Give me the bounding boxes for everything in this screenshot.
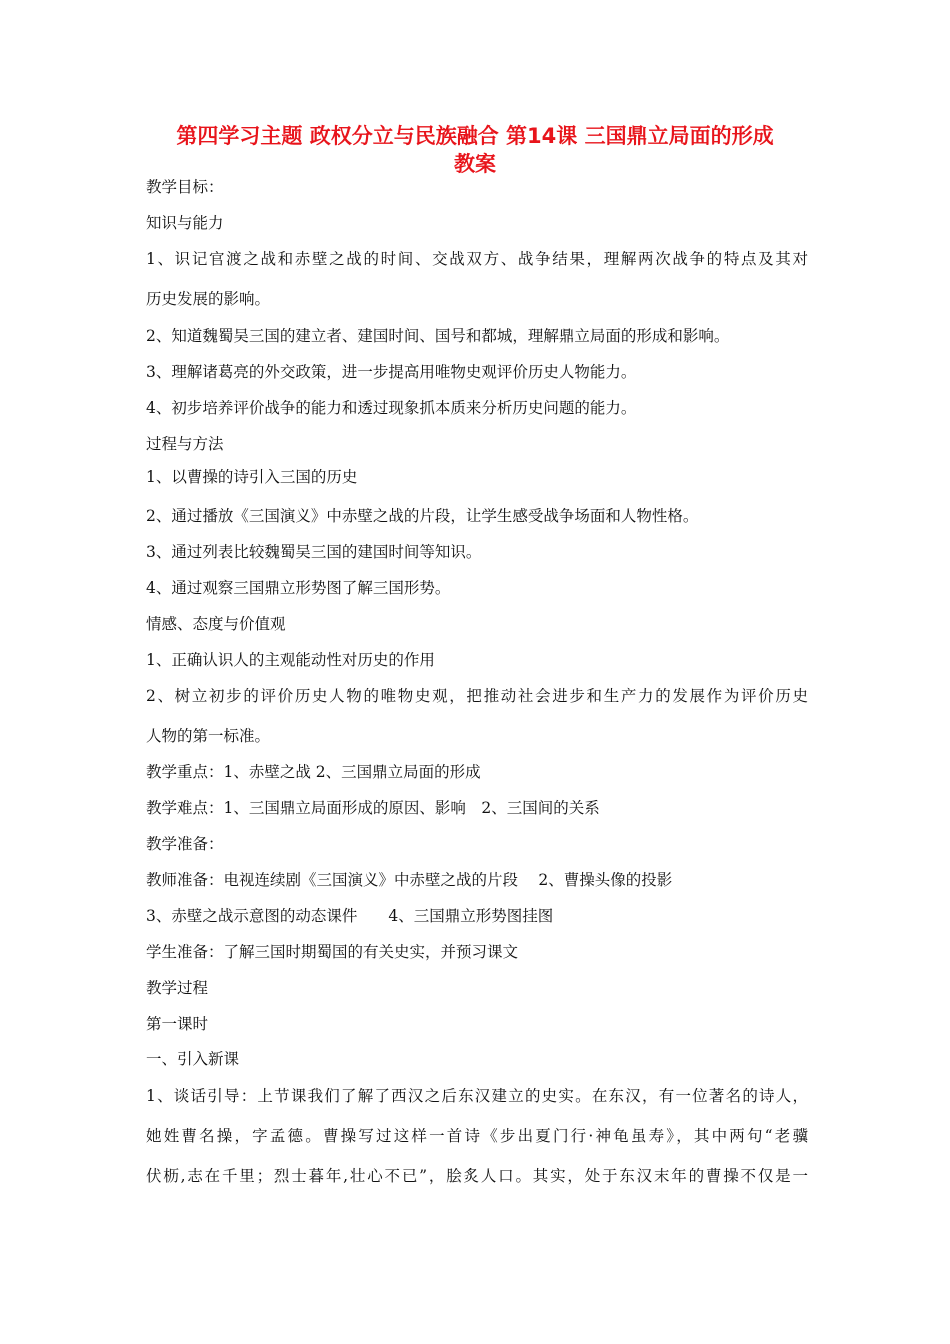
body-line: 3、赤壁之战示意图的动态课件 4、三国鼎立形势图挂图 (146, 907, 554, 925)
body-line: 教学过程 (146, 979, 209, 997)
body-line: 2、知道魏蜀吴三国的建立者、建国时间、国号和都城，理解鼎立局面的形成和影响。 (146, 327, 730, 345)
body-line: 第一课时 (146, 1015, 209, 1033)
body-line: 教学重点：1、赤壁之战 2、三国鼎立局面的形成 (146, 763, 481, 781)
body-line: 4、通过观察三国鼎立形势图了解三国形势。 (146, 579, 451, 597)
body-line: 1、以曹操的诗引入三国的历史 (146, 468, 358, 486)
body-line: 教学目标： (146, 178, 224, 196)
body-line: 过程与方法 (146, 435, 224, 453)
body-line: 1、谈话引导：上节课我们了解了西汉之后东汉建立的史实。在东汉，有一位著名的诗人， (146, 1087, 808, 1105)
body-line: 2、树立初步的评价历史人物的唯物史观，把推动社会进步和生产力的发展作为评价历史 (146, 687, 808, 705)
body-line: 学生准备：了解三国时期蜀国的有关史实，并预习课文 (146, 943, 519, 961)
body-line: 教师准备：电视连续剧《三国演义》中赤壁之战的片段 2、曹操头像的投影 (146, 871, 673, 889)
body-line: 3、理解诸葛亮的外交政策，进一步提高用唯物史观评价历史人物能力。 (146, 363, 637, 381)
body-line: 1、识记官渡之战和赤壁之战的时间、交战双方、战争结果，理解两次战争的特点及其对 (146, 250, 808, 268)
body-line: 历史发展的影响。 (146, 290, 271, 308)
body-line: 3、通过列表比较魏蜀吴三国的建国时间等知识。 (146, 543, 482, 561)
body-line: 教学准备： (146, 835, 224, 853)
body-line: 人物的第一标准。 (146, 727, 271, 745)
body-line: 教学难点：1、三国鼎立局面形成的原因、影响 2、三国间的关系 (146, 799, 600, 817)
body-line: 情感、态度与价值观 (146, 615, 286, 633)
body-line: 知识与能力 (146, 214, 224, 232)
body-line: 她姓曹名操，字孟德。曹操写过这样一首诗《步出夏门行·神龟虽寿》，其中两句“老骥 (146, 1127, 808, 1145)
body-line: 1、正确认识人的主观能动性对历史的作用 (146, 651, 435, 669)
body-line: 一、引入新课 (146, 1050, 240, 1068)
body-line: 伏枥,志在千里；烈士暮年,壮心不已”，脍炙人口。其实，处于东汉末年的曹操不仅是一 (146, 1167, 808, 1185)
body-line: 4、初步培养评价战争的能力和透过现象抓本质来分析历史问题的能力。 (146, 399, 637, 417)
document-title-line-1: 第四学习主题 政权分立与民族融合 第14课 三国鼎立局面的形成 (176, 124, 774, 148)
document-title-line-2: 教案 (454, 152, 496, 176)
body-line: 2、通过播放《三国演义》中赤壁之战的片段，让学生感受战争场面和人物性格。 (146, 507, 699, 525)
